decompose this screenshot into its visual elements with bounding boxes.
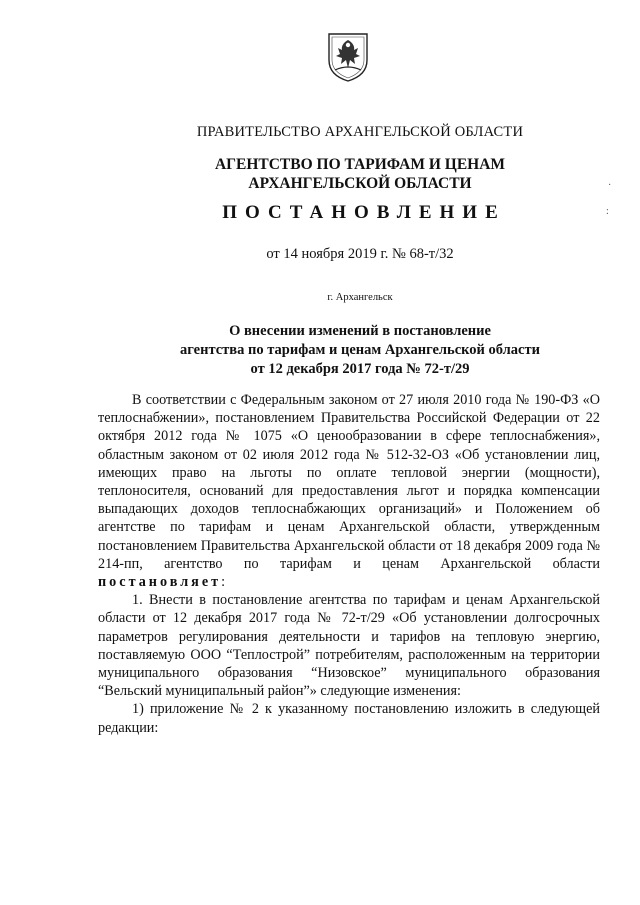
heading-line: от 12 декабря 2017 года № 72-т/29 — [250, 361, 470, 377]
preamble-text: В соответствии с Федеральным законом от 27 июля 2010 года № 190-ФЗ «О теплоснабжении», постановлением Правительства Российской Федерации от 22 октября 2012 года № 1075 «О ценообразовании в сфере теплоснабжения», областным законом от 02 июля 2012 года № 512-32-ОЗ «Об установлении лиц, имеющих право на льготы по оплате тепловой энергии (мощности), теплоносителя, оснований для предоставления льгот и порядка компенсации выпадающих доходов теплоснабжающих организаций» и Положением об агентстве по тарифам и ценам Архангельской области, утвержденным постановлением Правительства Архангельской области от 18 декабря 2009 года № 214-пп, агентство по тарифам и ценам Архангельской области — [98, 392, 600, 572]
agency-name-line: АРХАНГЕЛЬСКОЙ ОБЛАСТИ — [248, 175, 472, 192]
document-heading — [60, 322, 640, 379]
document-body — [98, 391, 600, 737]
heading-line: О внесении изменений в постановление — [229, 323, 491, 339]
heading-line: агентства по тарифам и ценам Архангельской области — [180, 342, 540, 358]
subclause-1-paragraph: 1) приложение № 2 к указанному постановлению изложить в следующей редакции: — [98, 701, 600, 736]
date-and-number: от 14 ноября 2019 г. № 68-т/32 — [266, 246, 454, 262]
coat-of-arms-icon — [326, 30, 370, 82]
agency-name-line: АГЕНТСТВО ПО ТАРИФАМ И ЦЕНАМ — [214, 156, 506, 173]
preamble-paragraph — [98, 391, 600, 591]
city: г. Архангельск — [327, 292, 393, 303]
scan-speck: : — [606, 206, 609, 217]
preamble-colon: : — [221, 574, 226, 591]
clause-1-paragraph: 1. Внести в постановление агентства по тарифам и ценам Архангельской области от 12 декабря 2017 года № 72-т/29 «Об установлении долгосрочных параметров регулирования деятельности и тарифов на тепловую энергию, поставляемую ООО “Теплострой” потребителям, расположенным на территории муниципального образования “Низовское” муниципального образования “Вельский муниципальный район”» следующие изменения: — [98, 592, 600, 700]
document-type: ПОСТАНОВЛЕНИЕ — [222, 202, 506, 223]
agency-name — [60, 155, 640, 193]
resolves-keyword: постановляет — [98, 574, 222, 591]
government-name: ПРАВИТЕЛЬСТВО АРХАНГЕЛЬСКОЙ ОБЛАСТИ — [196, 124, 524, 140]
scan-speck: · — [608, 180, 612, 191]
